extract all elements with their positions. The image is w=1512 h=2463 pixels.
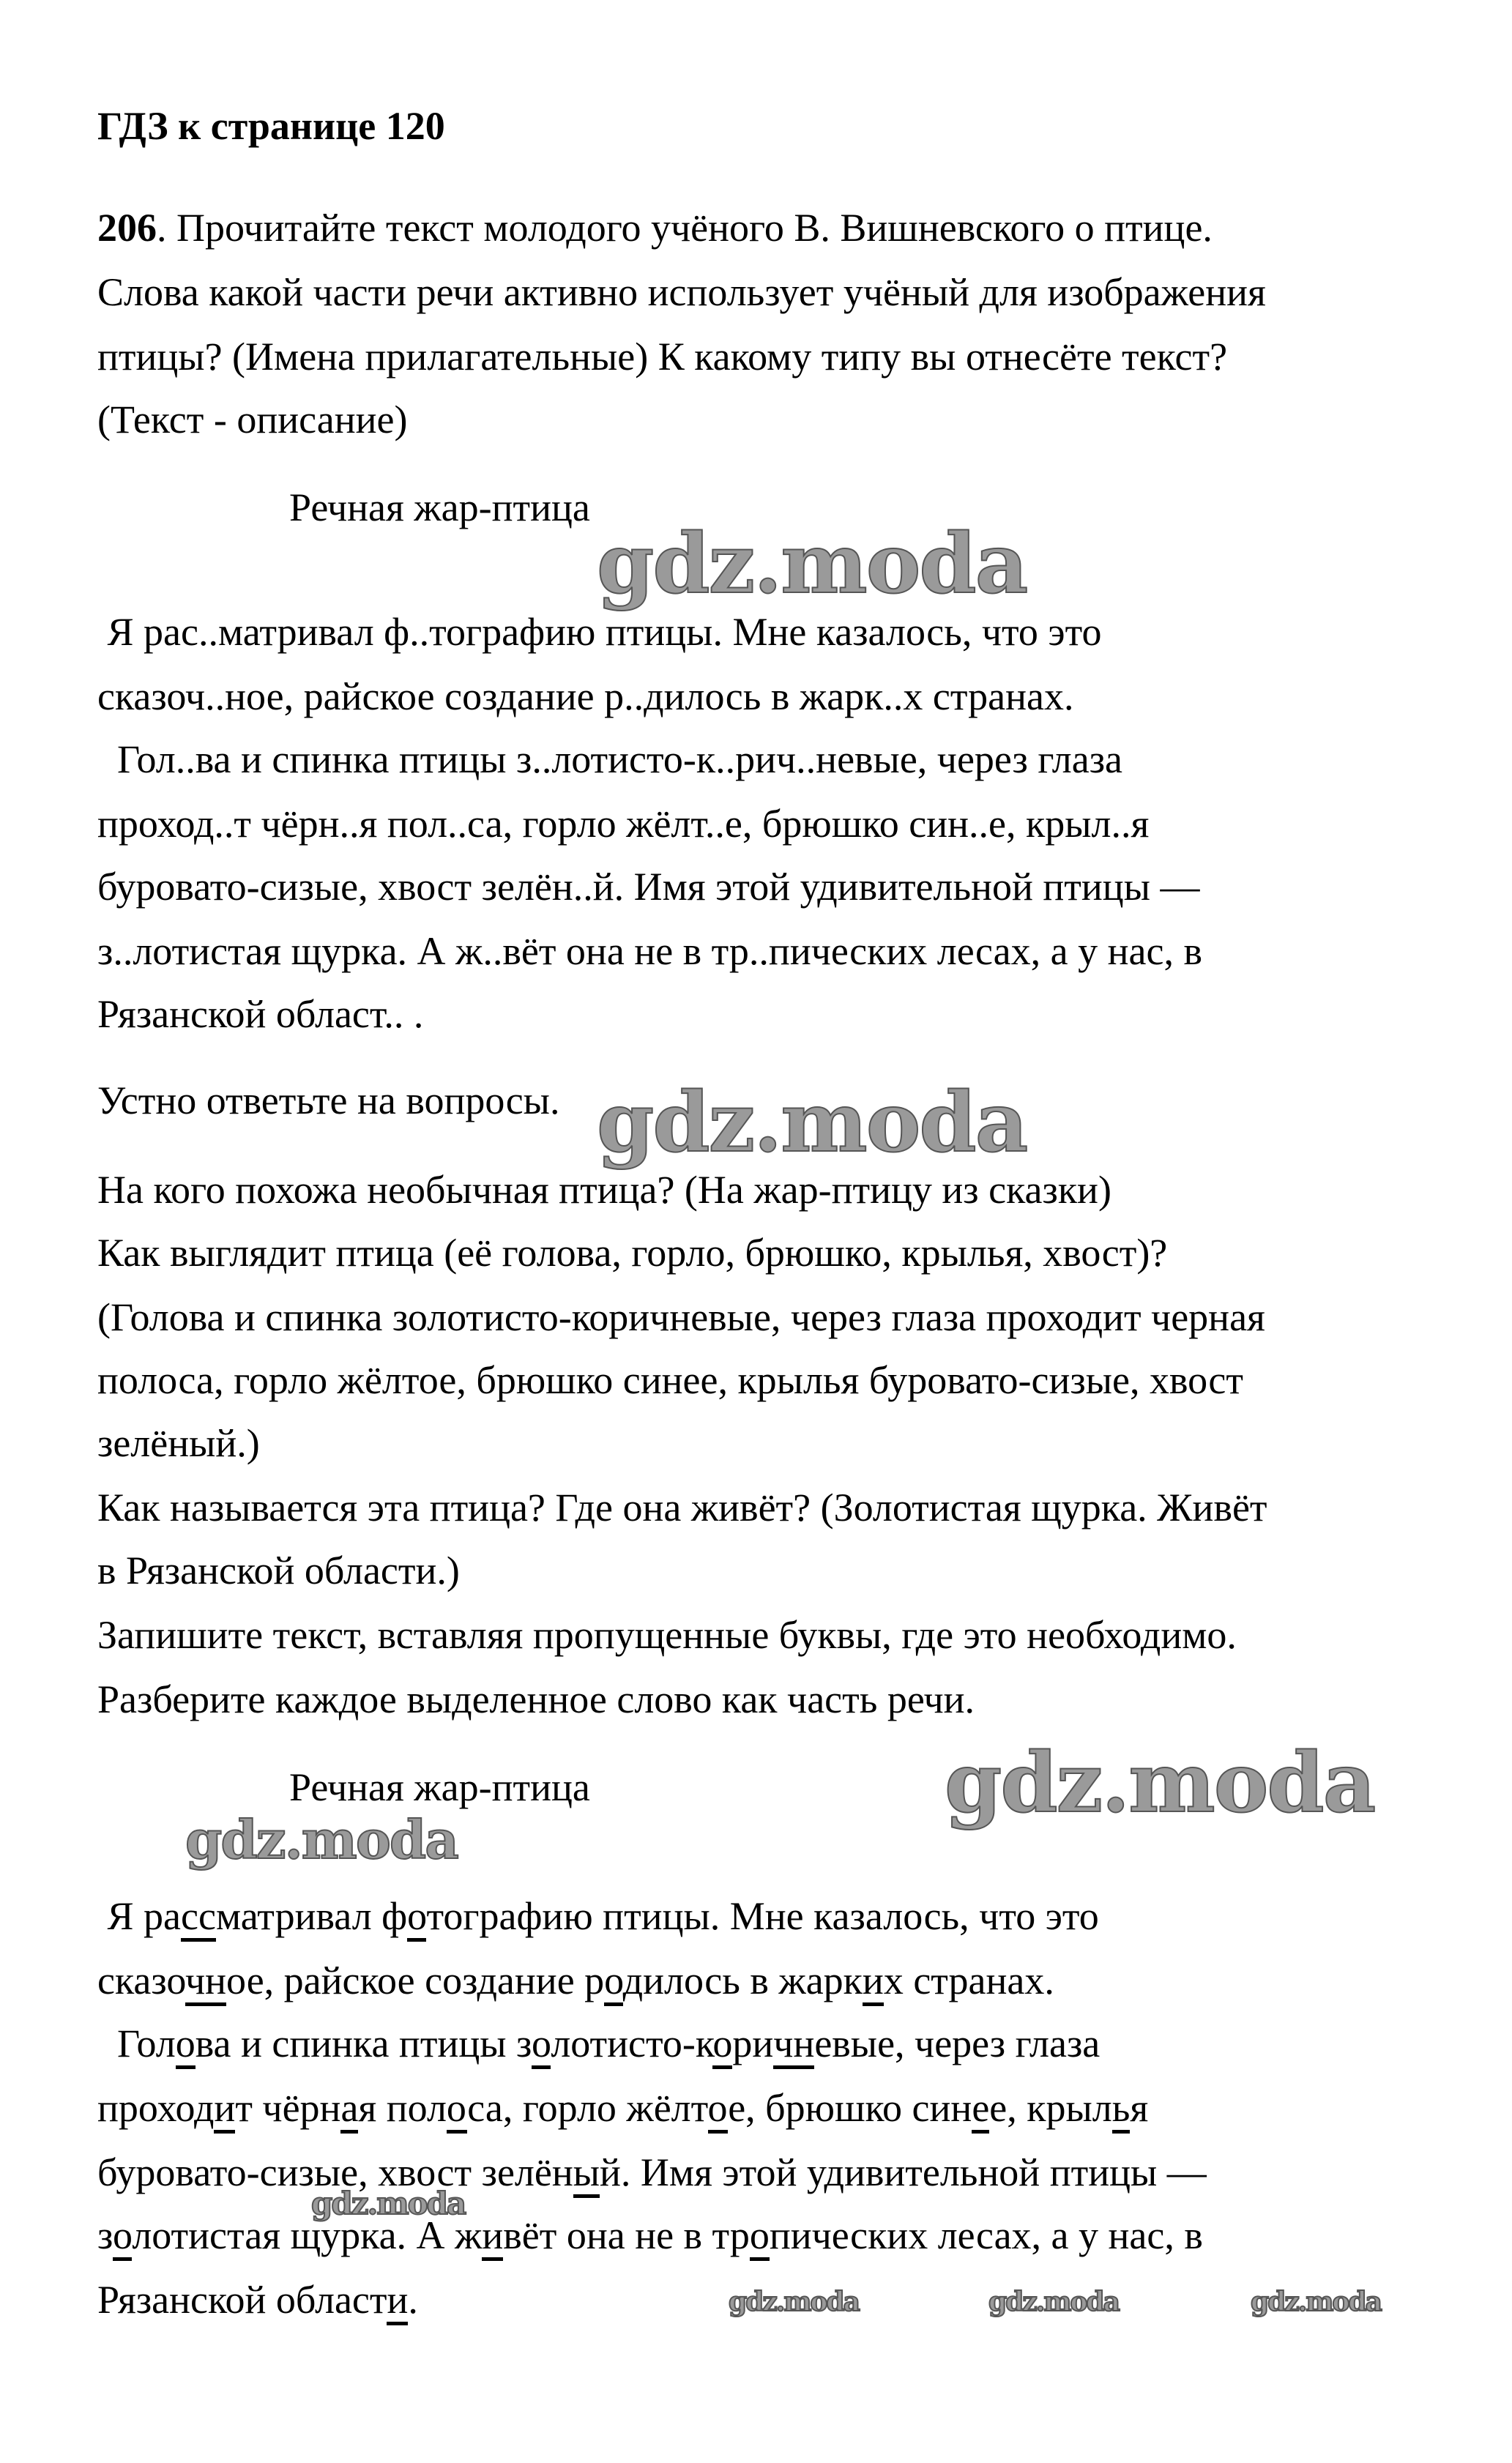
inserted-letter: и	[214, 2086, 235, 2134]
task-line: птицы? (Имена прилагательные) К какому типу вы отнесёте текст?	[97, 335, 1228, 379]
answer-text-line	[97, 2082, 1148, 2134]
text-segment: матривал ф	[215, 1894, 408, 1938]
inserted-letter: о	[113, 2213, 132, 2261]
text-segment: вёт она не в тр	[503, 2213, 750, 2257]
inserted-letter: чн	[773, 2022, 814, 2069]
text-segment: евые, через глаза	[814, 2022, 1101, 2065]
text-segment: сказо	[97, 1959, 185, 2002]
inserted-letter: ы	[573, 2150, 600, 2198]
text-segment: пических лесах, а у нас, в	[769, 2213, 1203, 2257]
original-text-line: буровато-сизые, хвост зелён..й. Имя этой удивительной птицы —	[97, 865, 1200, 909]
inserted-letter: о	[407, 1894, 426, 1942]
exercise-number: 206	[97, 206, 157, 250]
text-segment: ри	[732, 2022, 774, 2065]
text-segment: буровато-сизые, хвост зелён	[97, 2150, 573, 2194]
text-segment: е, крыл	[989, 2086, 1112, 2130]
original-text-line: проход..т чёрн..я пол..са, горло жёлт..е, брюшко син..е, крыл..я	[97, 802, 1150, 846]
question-line: На кого похожа необычная птица? (На жар-птицу из сказки)	[97, 1168, 1111, 1212]
original-text-line: Рязанской област.. .	[97, 992, 424, 1036]
text-segment: проход	[97, 2086, 215, 2130]
answer-text-line	[97, 1955, 1054, 2006]
original-text-line: Гол..ва и спинка птицы з..лотисто-к..рич..невые, через глаза	[97, 737, 1122, 781]
task-line	[97, 202, 1213, 253]
inserted-letter: и	[482, 2213, 503, 2261]
inserted-letter: о	[712, 2022, 732, 2069]
inserted-letter: о	[532, 2022, 551, 2069]
task-line: Слова какой части речи активно использует учёный для изображения	[97, 270, 1266, 314]
text-heading: Речная жар-птица	[289, 485, 590, 529]
text-segment: я	[1130, 2086, 1149, 2130]
inserted-letter: о	[750, 2213, 770, 2261]
original-text-line: Я рас..матривал ф..тографию птицы. Мне казалось, что это	[97, 610, 1102, 654]
inserted-letter: ь	[1112, 2086, 1131, 2134]
question-line: Как выглядит птица (её голова, горло, брюшко, крылья, хвост)?	[97, 1231, 1168, 1275]
original-text-line: сказоч..ное, райское создание р..дилось в жарк..х странах.	[97, 674, 1074, 718]
watermark: gdz.moda	[988, 2287, 1119, 2317]
text-segment: з	[97, 2213, 113, 2257]
text-segment: й. Имя этой удивительной птицы —	[600, 2150, 1207, 2194]
text-segment: Я ра	[97, 1894, 181, 1938]
text-segment: тографию птицы. Мне казалось, что это	[426, 1894, 1099, 1938]
text-segment: Гол	[97, 2022, 176, 2065]
question-line: зелёный.)	[97, 1421, 260, 1465]
inserted-letter: сс	[181, 1894, 216, 1942]
text-segment: ва и спинка птицы з	[195, 2022, 532, 2065]
original-text-line: з..лотистая щурка. А ж..вёт она не в тр..пических лесах, а у нас, в	[97, 929, 1202, 973]
text-segment: са, горло жёлт	[467, 2086, 708, 2130]
answer-text-line	[97, 1890, 1099, 1942]
answer-text-line	[97, 2147, 1207, 2198]
answer-text-line	[97, 2018, 1100, 2069]
inserted-letter: и	[863, 1959, 884, 2006]
inserted-letter: а	[340, 2086, 358, 2134]
text-segment: .	[408, 2278, 418, 2322]
text-segment: х странах.	[883, 1959, 1054, 2002]
question-line: (Голова и спинка золотисто-коричневые, через глаза проходит черная	[97, 1295, 1265, 1339]
watermark: gdz.moda	[729, 2287, 859, 2317]
inserted-letter: о	[708, 2086, 729, 2134]
text-segment: е, брюшко син	[728, 2086, 972, 2130]
question-line: Запишите текст, вставляя пропущенные буквы, где это необходимо.	[97, 1613, 1237, 1657]
text-segment: Рязанской област	[97, 2278, 387, 2322]
text-segment: т чёрн	[235, 2086, 341, 2130]
text-segment: дилось в жарк	[622, 1959, 863, 2002]
question-line: в Рязанской области.)	[97, 1549, 460, 1592]
answer-text-line	[97, 2210, 1203, 2261]
text-segment: лотистая щурка. А ж	[132, 2213, 483, 2257]
watermark: gdz.moda	[311, 2186, 466, 2221]
inserted-letter: и	[387, 2278, 408, 2325]
watermark: gdz.moda	[1251, 2287, 1381, 2317]
watermark: gdz.moda	[597, 516, 1027, 612]
inserted-letter: о	[604, 1959, 622, 2006]
questions-intro: Устно ответьте на вопросы.	[97, 1078, 560, 1122]
question-line: полоса, горло жёлтое, брюшко синее, крылья буровато-сизые, хвост	[97, 1358, 1243, 1402]
text-segment: лотисто-к	[551, 2022, 713, 2065]
watermark: gdz.moda	[597, 1075, 1027, 1171]
text-segment: ое, райское создание р	[226, 1959, 605, 2002]
page-title: ГДЗ к странице 120	[97, 104, 445, 148]
answer-heading: Речная жар-птица	[289, 1765, 590, 1809]
question-line: Разберите каждое выделенное слово как часть речи.	[97, 1677, 975, 1721]
task-text: . Прочитайте текст молодого учёного В. Вишневского о птице.	[157, 206, 1213, 250]
answer-text-line	[97, 2274, 418, 2325]
inserted-letter: о	[447, 2086, 467, 2134]
question-line: Как называется эта птица? Где она живёт? (Золотистая щурка. Живёт	[97, 1486, 1267, 1529]
inserted-letter: о	[176, 2022, 195, 2069]
text-segment: я пол	[358, 2086, 447, 2130]
task-line: (Текст - описание)	[97, 398, 408, 441]
watermark: gdz.moda	[945, 1735, 1375, 1831]
watermark: gdz.moda	[185, 1808, 458, 1871]
inserted-letter: е	[972, 2086, 989, 2134]
inserted-letter: чн	[185, 1959, 226, 2006]
